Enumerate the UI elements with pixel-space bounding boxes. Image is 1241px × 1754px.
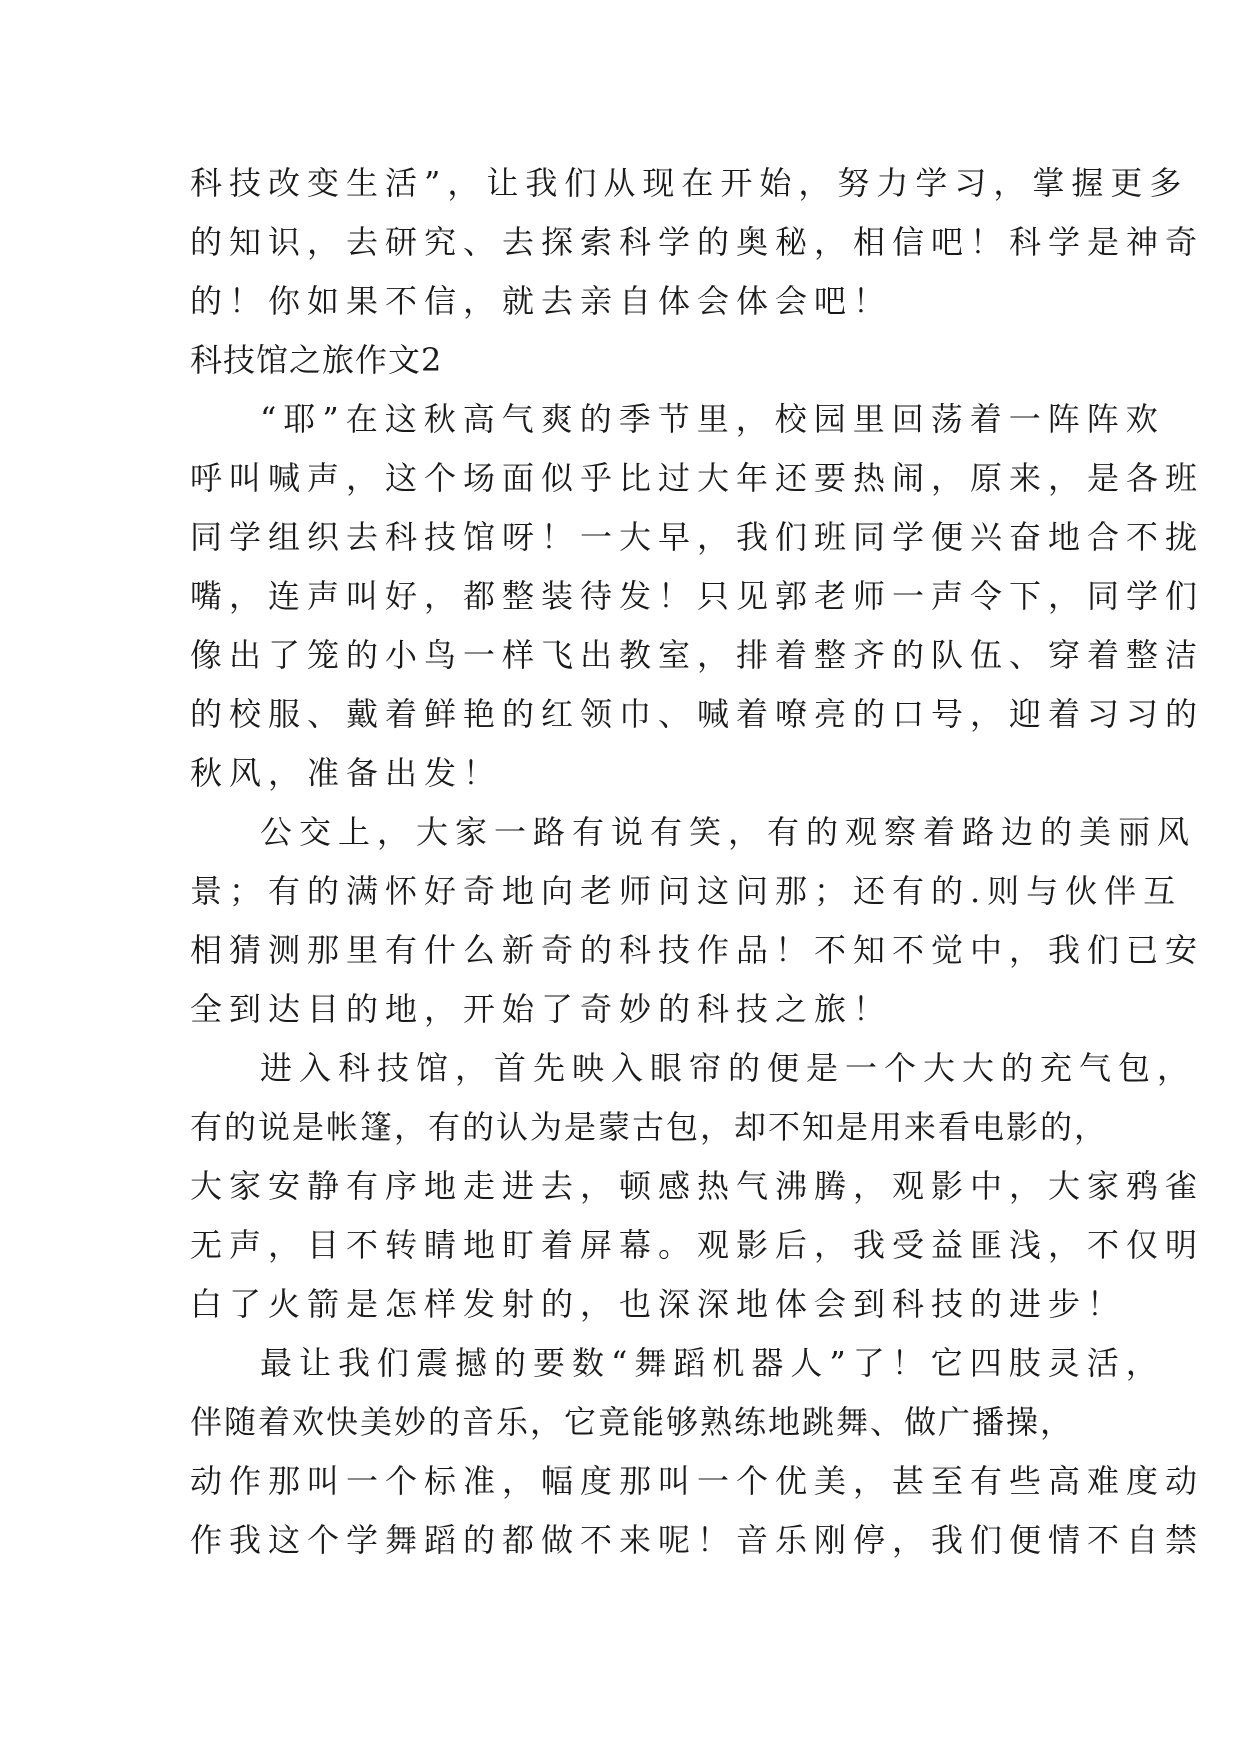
text-line: “耶”在这秋高气爽的季节里，校园里回荡着一阵阵欢	[260, 400, 1165, 438]
text-line: 秋风，准备出发！	[190, 754, 503, 792]
text-line: 有的说是帐篷，有的认为是蒙古包，却不知是用来看电影的，	[190, 1108, 1109, 1146]
text-line: 无声，目不转睛地盯着屏幕。观影后，我受益匪浅，不仅明	[190, 1226, 1205, 1264]
text-line: 全到达目的地，开始了奇妙的科技之旅！	[190, 990, 893, 1028]
text-line: 相猜测那里有什么新奇的科技作品！不知不觉中，我们已安	[190, 931, 1205, 969]
text-line: 的知识，去研究、去探索科学的奥秘，相信吧！科学是神奇	[190, 223, 1205, 261]
text-line: 公交上，大家一路有说有笑，有的观察着路边的美丽风	[260, 813, 1197, 851]
paragraph-2	[190, 803, 1205, 1039]
text-line: 进入科技馆，首先映入眼帘的便是一个大大的充气包，	[260, 1049, 1197, 1087]
text-line: 动作那叫一个标准，幅度那叫一个优美，甚至有些高难度动	[190, 1462, 1205, 1500]
text-line: 最让我们震撼的要数“舞蹈机器人”了！它四肢灵活，	[260, 1344, 1165, 1382]
text-line: 同学组织去科技馆呀！一大早，我们班同学便兴奋地合不拢	[190, 518, 1205, 556]
text-line: 的！你如果不信，就去亲自体会体会吧！	[190, 282, 893, 320]
text-line: 景；有的满怀好奇地向老师问这问那；还有的.则与伙伴互	[190, 872, 1183, 910]
text-line: 大家安静有序地走进去，顿感热气沸腾，观影中，大家鸦雀	[190, 1167, 1205, 1205]
text-line: 伴随着欢快美妙的音乐，它竟能够熟练地跳舞、做广播操，	[190, 1403, 1075, 1441]
text-line: 作我这个学舞蹈的都做不来呢！音乐刚停，我们便情不自禁	[190, 1521, 1205, 1559]
paragraph-3	[190, 1039, 1205, 1334]
paragraph-4	[190, 1334, 1205, 1570]
intro-paragraph	[190, 154, 1205, 331]
section-heading: 科技馆之旅作文2	[190, 341, 443, 379]
text-line: 的校服、戴着鲜艳的红领巾、喊着嘹亮的口号，迎着习习的	[190, 695, 1205, 733]
text-line: 科技改变生活”，让我们从现在开始，努力学习，掌握更多	[190, 164, 1189, 202]
text-line: 像出了笼的小鸟一样飞出教室，排着整齐的队伍、穿着整洁	[190, 636, 1205, 674]
text-line: 嘴，连声叫好，都整装待发！只见郭老师一声令下，同学们	[190, 577, 1205, 615]
text-line: 呼叫喊声，这个场面似乎比过大年还要热闹，原来，是各班	[190, 459, 1205, 497]
text-line: 白了火箭是怎样发射的，也深深地体会到科技的进步！	[190, 1285, 1127, 1323]
paragraph-1	[190, 390, 1205, 803]
document-body	[190, 154, 1205, 1570]
